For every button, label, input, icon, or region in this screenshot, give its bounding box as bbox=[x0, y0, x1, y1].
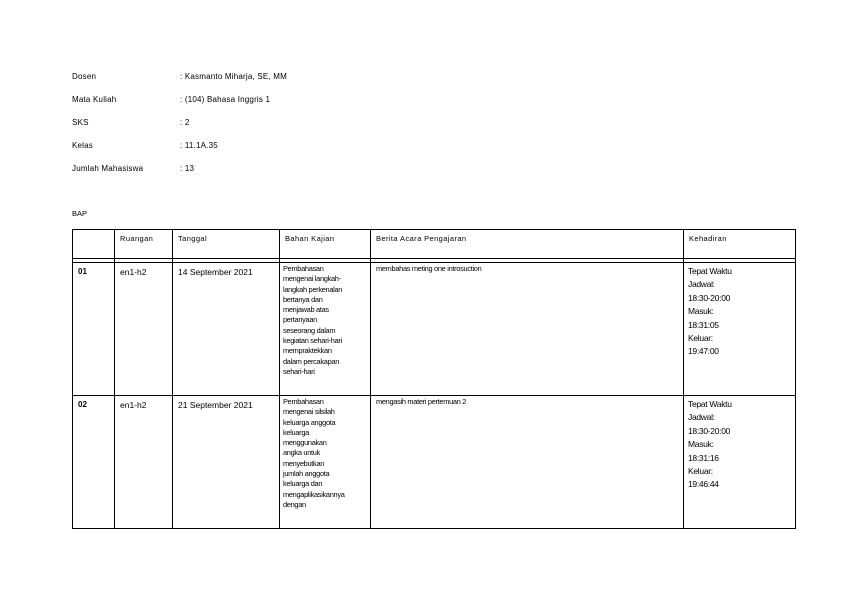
bahan-line: dengan bbox=[283, 499, 306, 509]
bahan-line: mengenai silsilah bbox=[283, 407, 335, 417]
info-label: Dosen bbox=[72, 72, 97, 81]
kehadiran-line: Masuk: bbox=[688, 306, 714, 317]
row-number: 02 bbox=[73, 396, 115, 529]
bahan-line: Pembahasan bbox=[283, 264, 324, 273]
info-value: : Kasmanto Miharja, SE, MM bbox=[180, 72, 288, 81]
bahan-line: seseorang dalam bbox=[283, 325, 336, 335]
bahan-line: angka untuk bbox=[283, 448, 320, 458]
row-kehadiran bbox=[684, 263, 796, 396]
info-value: : 2 bbox=[180, 118, 190, 127]
row-number: 01 bbox=[73, 263, 115, 396]
row-kehadiran bbox=[684, 396, 796, 529]
kehadiran-line: 18:31:16 bbox=[688, 452, 719, 463]
header-berita-acara: Berita Acara Pengajaran bbox=[371, 230, 684, 259]
table-header-row bbox=[73, 230, 796, 259]
header-no bbox=[73, 230, 115, 259]
kehadiran-line: Jadwal: bbox=[688, 279, 715, 290]
info-label: Jumlah Mahasiswa bbox=[72, 164, 144, 173]
info-label: Kelas bbox=[72, 141, 94, 150]
bahan-line: kegiatan sehari-hari bbox=[283, 336, 342, 346]
row-berita-acara: membahas meting one introsuction bbox=[371, 263, 684, 396]
kehadiran-line: Jadwal: bbox=[688, 412, 715, 423]
info-value: : 13 bbox=[180, 164, 195, 173]
header-kehadiran: Kehadiran bbox=[684, 230, 796, 259]
bahan-line: langkah perkenalan bbox=[283, 284, 343, 294]
table-row bbox=[73, 396, 796, 529]
kehadiran-line: Masuk: bbox=[688, 439, 714, 450]
kehadiran-line: Keluar: bbox=[688, 466, 713, 477]
bahan-line: jumlah anggota bbox=[283, 469, 330, 479]
bahan-line: pertanyaan bbox=[283, 315, 317, 325]
bahan-line: mempraktekkan bbox=[283, 346, 332, 356]
bahan-line: menjawab atas bbox=[283, 305, 329, 315]
header-bahan-kajian: Bahan Kajian bbox=[280, 230, 371, 259]
kehadiran-line: 18:31:05 bbox=[688, 319, 719, 330]
bahan-line: keluarga anggota bbox=[283, 417, 336, 427]
bap-heading: BAP bbox=[72, 209, 88, 218]
bahan-line: keluarga bbox=[283, 427, 309, 437]
info-value: : 11.1A.35 bbox=[180, 141, 218, 150]
row-tanggal: 14 September 2021 bbox=[173, 263, 280, 396]
kehadiran-line: 19:46:44 bbox=[688, 479, 719, 490]
bahan-line: Pembahasan bbox=[283, 397, 324, 406]
kehadiran-line: Tepat Waktu bbox=[688, 266, 732, 276]
kehadiran-line: Keluar: bbox=[688, 333, 713, 344]
bahan-line: menggunakan bbox=[283, 438, 327, 448]
table-row bbox=[73, 263, 796, 396]
kehadiran-line: 18:30-20:00 bbox=[688, 425, 731, 436]
header-ruangan: Ruangan bbox=[115, 230, 173, 259]
bahan-line: sehari-hari bbox=[283, 366, 315, 376]
row-ruangan: en1-h2 bbox=[115, 263, 173, 396]
info-label: Mata Kuliah bbox=[72, 95, 117, 104]
row-ruangan: en1-h2 bbox=[115, 396, 173, 529]
row-bahan-kajian bbox=[280, 396, 371, 529]
kehadiran-line: 19:47:00 bbox=[688, 346, 719, 357]
bahan-line: dalam percakapan bbox=[283, 356, 340, 366]
info-value: : (104) Bahasa Inggris 1 bbox=[180, 95, 271, 104]
bap-table bbox=[72, 229, 796, 529]
info-label: SKS bbox=[72, 118, 89, 127]
kehadiran-line: 18:30-20:00 bbox=[688, 292, 731, 303]
row-bahan-kajian bbox=[280, 263, 371, 396]
bahan-line: menyebutkan bbox=[283, 458, 325, 468]
bahan-line: mengaplikasikannya bbox=[283, 489, 345, 499]
bahan-line: mengenai langkah- bbox=[283, 274, 341, 284]
kehadiran-line: Tepat Waktu bbox=[688, 399, 732, 409]
header-tanggal: Tanggal bbox=[173, 230, 280, 259]
bahan-line: keluarga dan bbox=[283, 479, 323, 489]
row-berita-acara: mengasih materi pertemuan 2 bbox=[371, 396, 684, 529]
bahan-line: bertanya dan bbox=[283, 294, 323, 304]
row-tanggal: 21 September 2021 bbox=[173, 396, 280, 529]
